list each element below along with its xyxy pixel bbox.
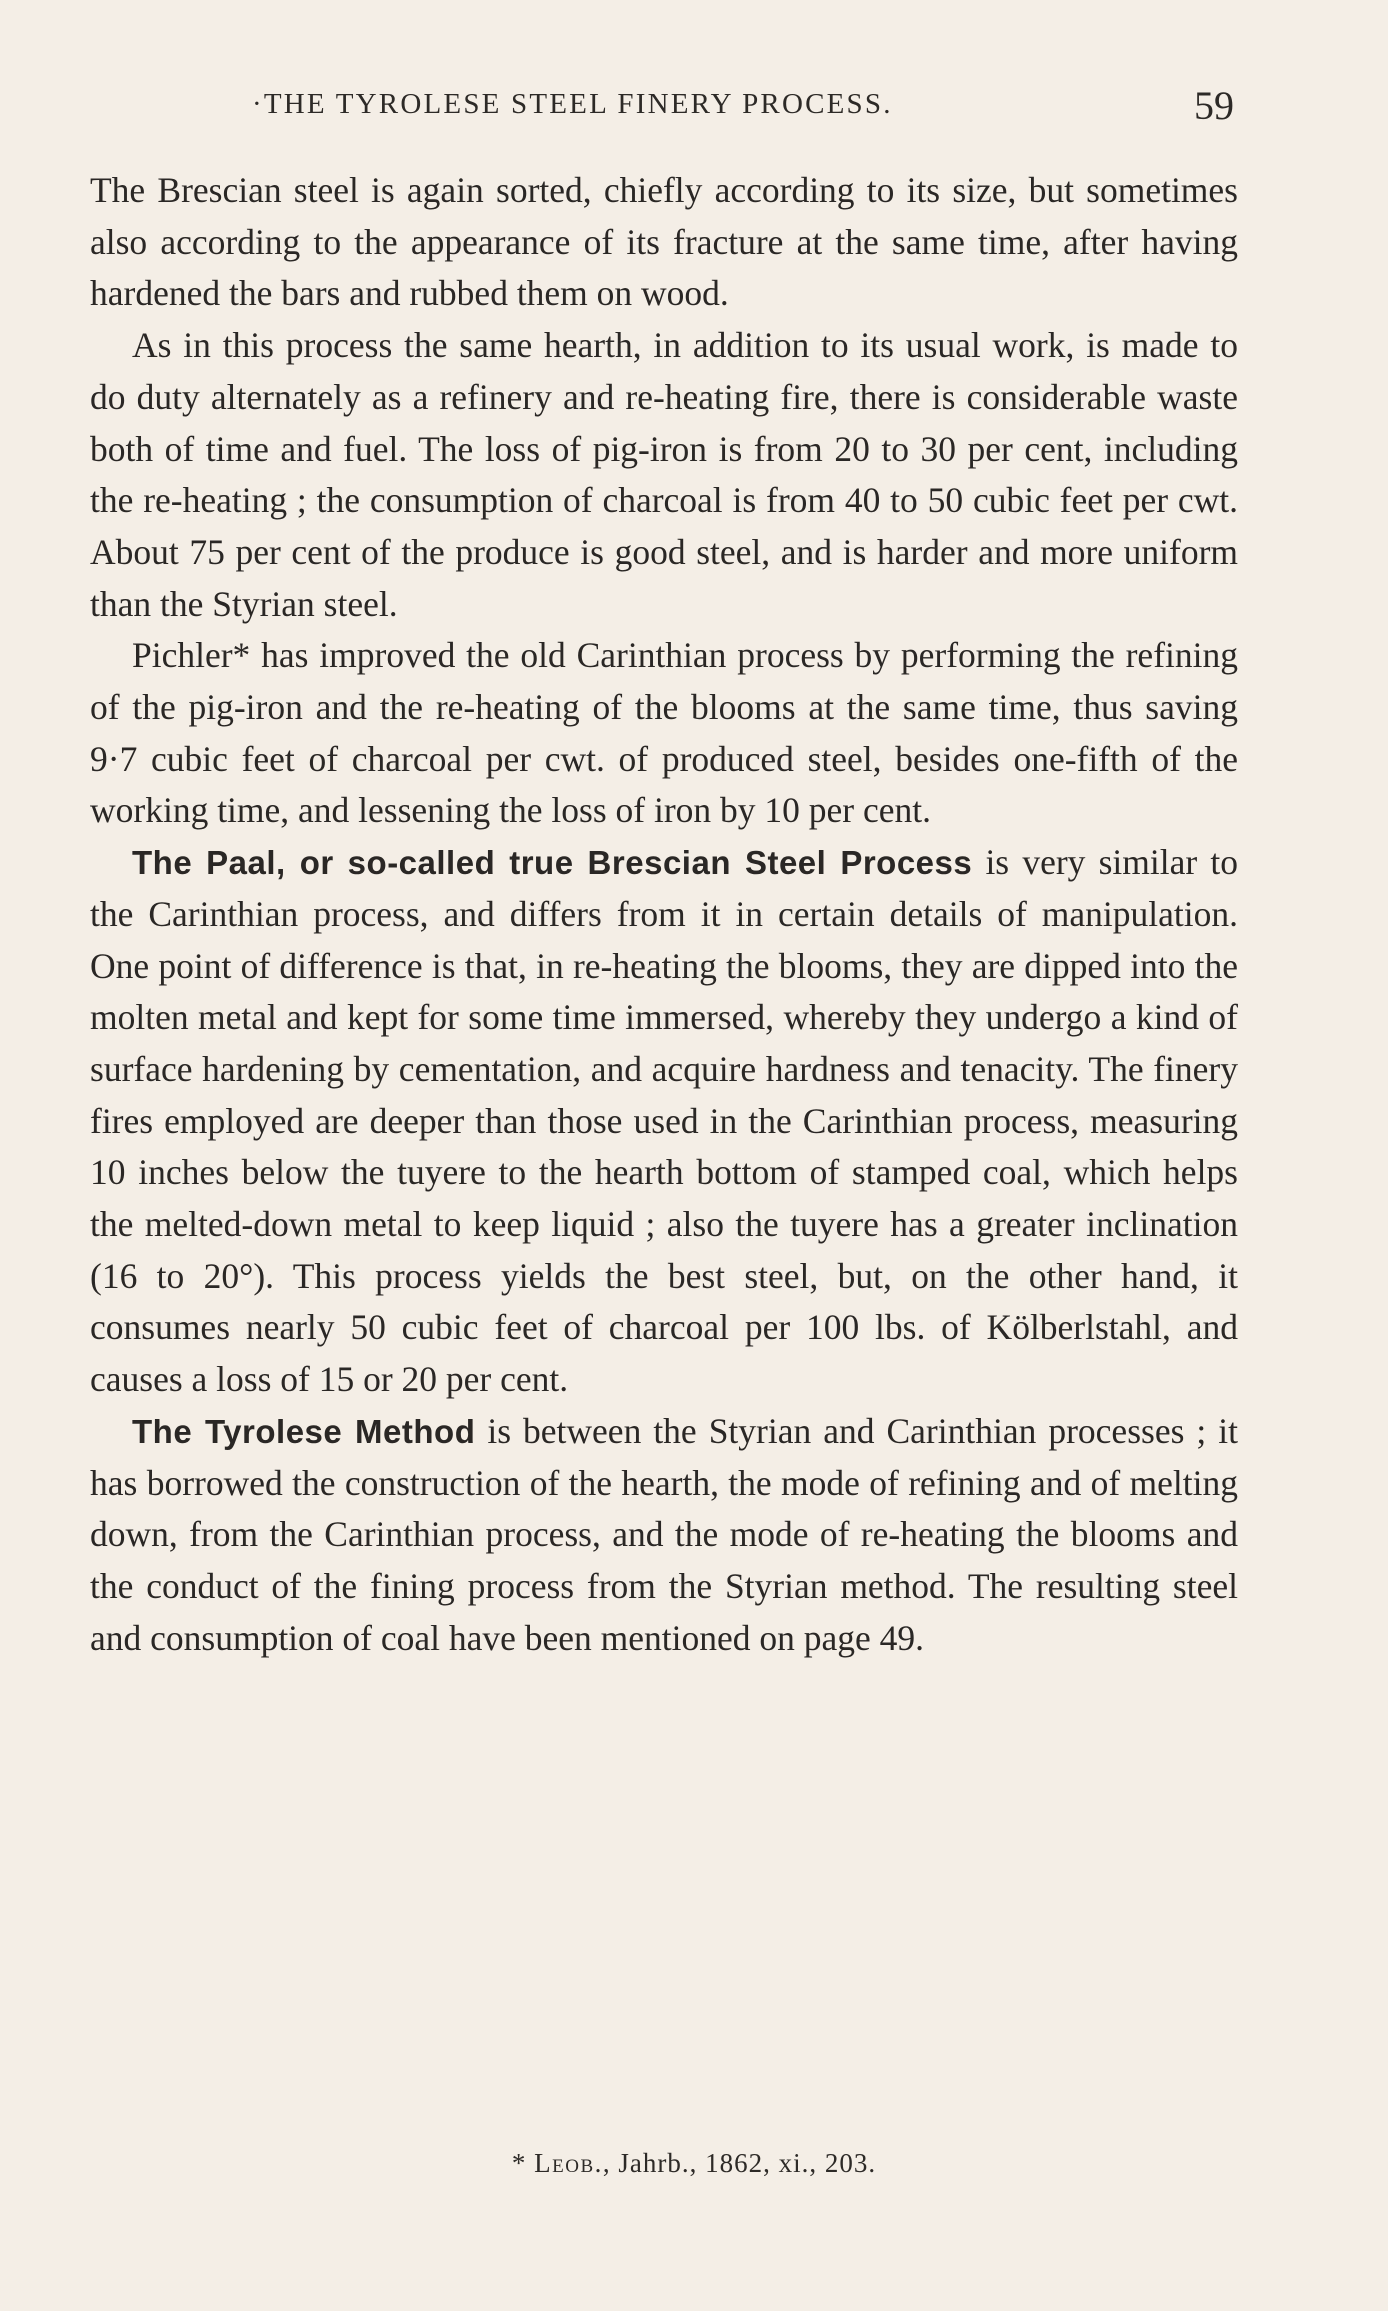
footnote-reference: , Jahrb., 1862, xi., 203. [602,2148,877,2178]
tyrolese-method-text: is between the Styrian and Carinthian processes ; it has borrowed the construction of the hearth, the mode of refining and of melting down, from the Carinthian process, and the mode of re-heating the blooms and the conduct of the fining process from the Styrian method. The resulting steel and consumption of coal have been mentioned on page 49. [90,1410,1238,1658]
paal-process-text: is very similar to the Carinthian process, and differs from it in certain details of manipulation. One point of difference is that, in re-heating the blooms, they are dipped into the molten metal and kept for some time immersed, whereby they undergo a kind of surface hardening by cementation, and acquire hardness and tenacity. The finery fires employed are deeper than those used in the Carinthian process, measuring 10 inches below the tuyere to the hearth bottom of stamped coal, which helps the melted-down metal to keep liquid ; also the tuyere has a greater inclination (16 to 20°). This process yields the best steel, but, on the other hand, it consumes nearly 50 cubic feet of charcoal per 100 lbs. of Kölberlstahl, and causes a loss of 15 or 20 per cent. [90,842,1238,1400]
footnote-source: Leob. [534,2148,603,2178]
paragraph-brescian-sorting: The Brescian steel is again sorted, chiefly according to its size, but sometimes also according to the appearance of its fracture at the same time, after having hardened the bars and rubbed them on wood. [90,170,1238,314]
footnote-marker: * [511,2148,535,2178]
tyrolese-method-heading: The Tyrolese Method [132,1412,476,1450]
paragraph-paal-process [90,837,1238,1406]
running-title: ·THE TYROLESE STEEL FINERY PROCESS. [252,88,893,120]
paal-process-heading: The Paal, or so-called true Brescian Steel Process [132,844,973,882]
page-number: 59 [1194,83,1234,128]
paragraph-tyrolese-method [90,1406,1238,1665]
paragraph-waste: As in this process the same hearth, in addition to its usual work, is made to do duty alternately as a refinery and re-heating fire, there is considerable waste both of time and fuel. The loss of pig-iron is from 20 to 30 per cent, including the re-heating ; the consumption of charcoal is from 40 to 50 cubic feet per cwt. About 75 per cent of the produce is good steel, and is harder and more uniform than the Styrian steel. [90,325,1238,624]
paragraph-pichler: Pichler* has improved the old Carinthian process by performing the refining of the pig-iron and the re-heating of the blooms at the same time, thus saving 9·7 cubic feet of charcoal per cwt. of produced steel, besides one-fifth of the working time, and lessening the loss of iron by 10 per cent. [90,635,1238,831]
page-header [90,83,1240,134]
footnote [0,2148,1388,2179]
body-text [90,165,1238,1664]
